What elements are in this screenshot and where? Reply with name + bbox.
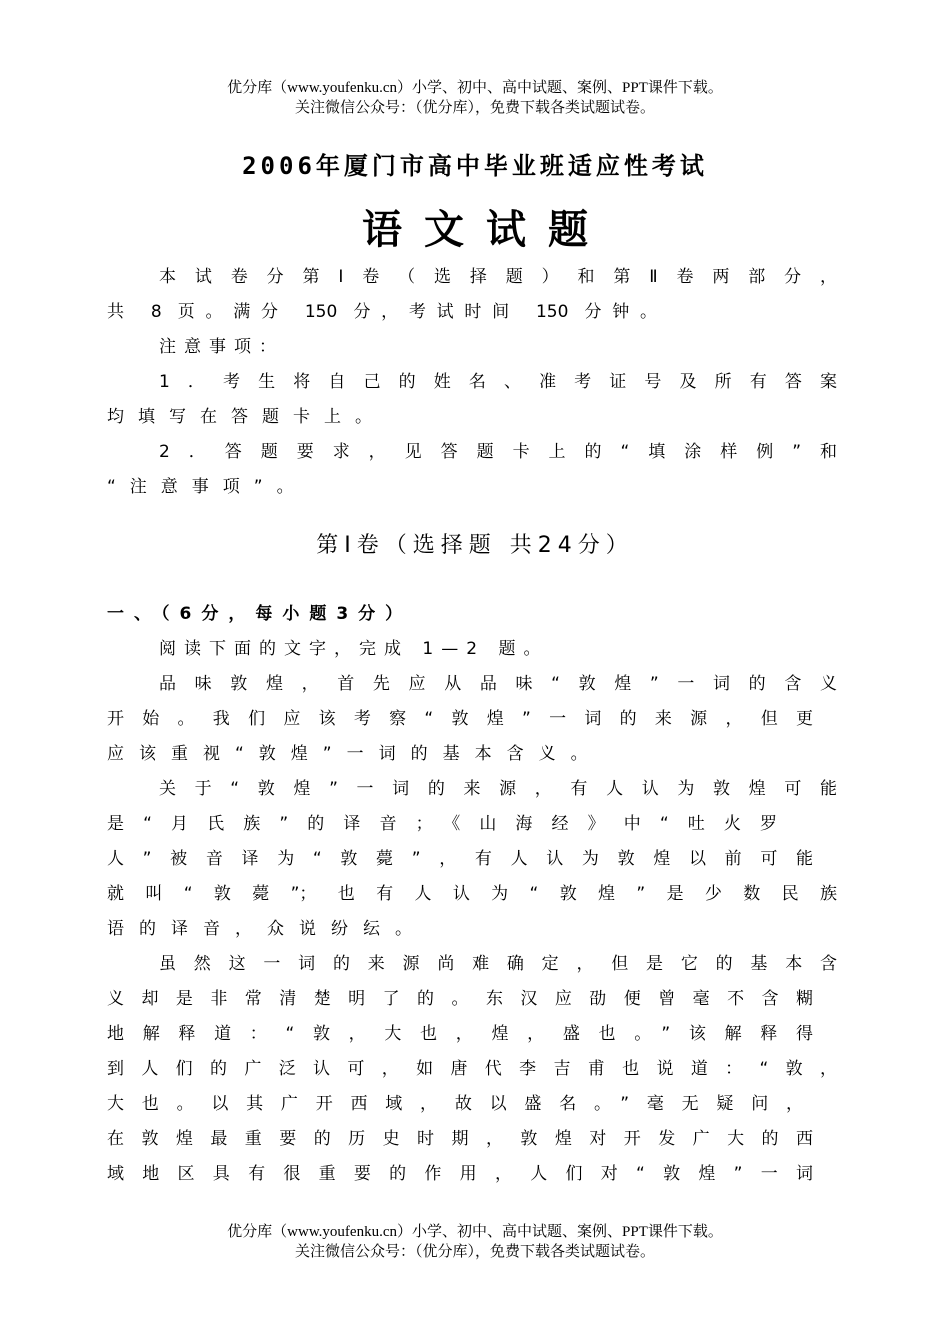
notice-label: 注意事项： <box>159 337 284 357</box>
footer-banner <box>0 1222 950 1262</box>
reading-passage <box>107 597 837 1192</box>
passage-line: 品味敦煌，首先应从品味“敦煌”一词的含义 <box>159 674 837 694</box>
passage-line: 人”被音译为“敦薨”，有人认为敦煌以前可能 <box>107 849 813 869</box>
passage-line: 义却是非常清楚明了的。东汉应劭便曾毫不含糊 <box>107 989 813 1009</box>
passage-line: 大也。以其广开西域，故以盛名。”毫无疑问， <box>107 1094 803 1114</box>
passage-line: 在敦煌最重要的历史时期，敦煌对开发广大的西 <box>107 1129 813 1149</box>
passage-line: 开始。我们应该考察“敦煌”一词的来源，但更 <box>107 709 813 729</box>
passage-line: 域地区具有很重要的作用，人们对“敦煌”一词 <box>107 1164 813 1184</box>
footer-banner-line-2: 关注微信公众号：（优分库），免费下载各类试题试卷。 <box>294 1244 655 1260</box>
passage-line: 就叫“敦薨”；也有人认为“敦煌”是少数民族 <box>107 884 837 904</box>
part-1-instruction: 阅读下面的文字，完成 1—2 题。 <box>159 639 549 659</box>
exam-title: 2006年厦门市高中毕业班适应性考试 <box>242 152 708 180</box>
passage-line: 关于“敦煌”一词的来源，有人认为敦煌可能 <box>159 779 837 799</box>
part-1-heading: 一、（6分，每小题3分） <box>107 604 413 624</box>
passage-line: 是“月氏族”的译音；《山海经》中“吐火罗 <box>107 814 777 834</box>
passage-line: 虽然这一词的来源尚难确定，但是它的基本含 <box>159 954 837 974</box>
notice-item-2-line-2: “注意事项”。 <box>107 477 308 497</box>
notice-item-1-line-2: 均填写在答题卡上。 <box>107 407 386 427</box>
passage-line: 应该重视“敦煌”一词的基本含义。 <box>107 744 603 764</box>
intro-line-1: 本试卷分第Ⅰ卷（选择题）和第Ⅱ卷两部分， <box>159 267 837 287</box>
footer-banner-line-1: 优分库（www.youfenku.cn）小学、初中、高中试题、案例、PPT课件下载。 <box>227 1224 723 1240</box>
header-banner-line-1: 优分库（www.youfenku.cn）小学、初中、高中试题、案例、PPT课件下载。 <box>227 80 723 96</box>
passage-line: 地解释道：“敦，大也，煌，盛也。”该解释得 <box>107 1024 813 1044</box>
header-banner-line-2: 关注微信公众号：（优分库），免费下载各类试题试卷。 <box>294 100 655 116</box>
section-1-title: 第Ⅰ卷（选择题 共24分） <box>316 533 634 558</box>
notice-item-1-line-1: 1．考生将自己的姓名、准考证号及所有答案 <box>159 372 837 392</box>
subject-title: 语文试题 <box>362 207 610 253</box>
notice-item-2-line-1: 2．答题要求，见答题卡上的“填涂样例”和 <box>159 442 837 462</box>
exam-instructions <box>107 260 837 505</box>
passage-line: 到人们的广泛认可，如唐代李吉甫也说道：“敦， <box>107 1059 837 1079</box>
passage-line: 语的译音，众说纷纭。 <box>107 919 427 939</box>
intro-line-2: 共 8 页。满分 150 分，考试时间 150 分钟。 <box>107 302 657 322</box>
header-banner <box>0 78 950 118</box>
